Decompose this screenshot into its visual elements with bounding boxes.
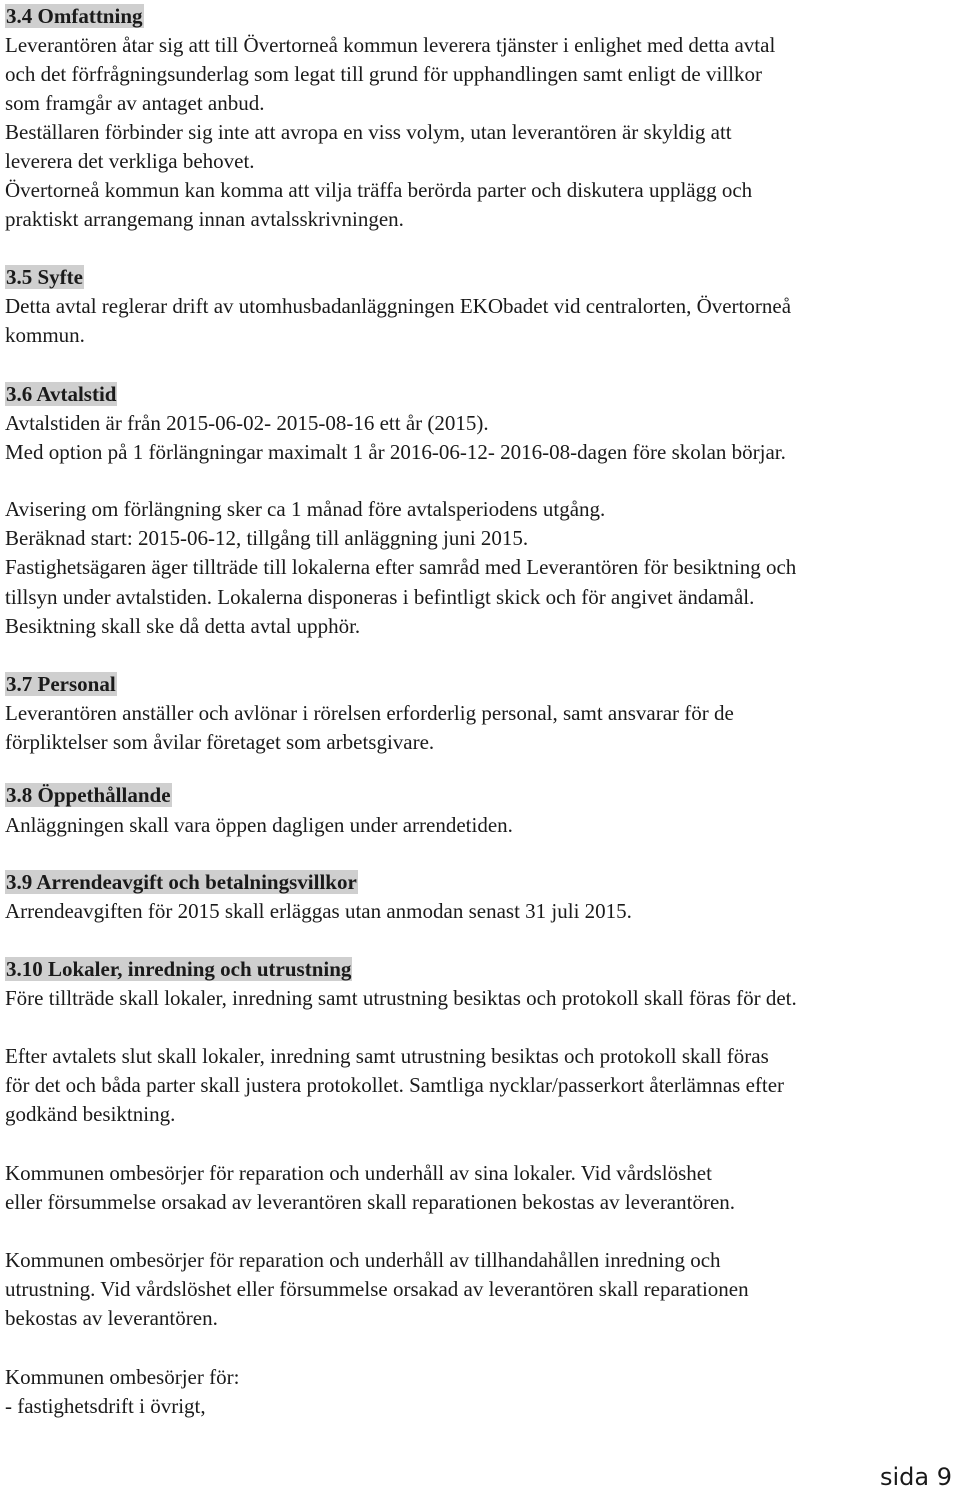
paragraph-line: Avisering om förlängning sker ca 1 månad före avtalsperiodens utgång.: [5, 497, 606, 521]
paragraph-line: Kommunen ombesörjer för reparation och underhåll av sina lokaler. Vid vårdslöshet: [5, 1161, 712, 1185]
paragraph-line: bekostas av leverantören.: [5, 1306, 218, 1330]
paragraph-line: kommun.: [5, 323, 85, 347]
paragraph-line: Arrendeavgiften för 2015 skall erläggas utan anmodan senast 31 juli 2015.: [5, 899, 632, 923]
heading-3-9: 3.9 Arrendeavgift och betalningsvillkor: [6, 870, 357, 894]
heading-3-4: 3.4 Omfattning: [6, 4, 143, 28]
paragraph-line: Efter avtalets slut skall lokaler, inredning samt utrustning besiktas och protokoll skall föras: [5, 1044, 769, 1068]
paragraph-line: Med option på 1 förlängningar maximalt 1 år 2016-06-12- 2016-08-dagen före skolan börjar.: [5, 440, 786, 464]
paragraph-line: för det och båda parter skall justera protokollet. Samtliga nycklar/passerkort återlämnas efter: [5, 1073, 785, 1097]
paragraph-line: tillsyn under avtalstiden. Lokalerna disponeras i befintligt skick och för angivet ändamål.: [5, 585, 755, 609]
paragraph-line: praktiskt arrangemang innan avtalsskrivningen.: [5, 207, 404, 231]
paragraph-line: Leverantören åtar sig att till Övertorneå kommun leverera tjänster i enlighet med detta avtal: [5, 33, 776, 57]
paragraph-line: och det förfrågningsunderlag som legat till grund för upphandlingen samt enligt de villkor: [5, 62, 762, 86]
paragraph-line: Övertorneå kommun kan komma att vilja träffa berörda parter och diskutera upplägg och: [5, 178, 753, 202]
paragraph-line: Kommunen ombesörjer för:: [5, 1365, 240, 1389]
heading-3-5: 3.5 Syfte: [6, 265, 83, 289]
paragraph-line: eller försummelse orsakad av leverantören skall reparationen bekostas av leverantören.: [5, 1190, 736, 1214]
paragraph-line: godkänd besiktning.: [5, 1102, 176, 1126]
section-heading: [5, 781, 172, 810]
heading-3-6: 3.6 Avtalstid: [6, 382, 117, 406]
section-heading: [5, 955, 352, 984]
paragraph-line: - fastighetsdrift i övrigt,: [5, 1394, 206, 1418]
heading-3-8: 3.8 Öppethållande: [6, 783, 171, 807]
paragraph-line: Fastighetsägaren äger tillträde till lokalerna efter samråd med Leverantören för besiktning och: [5, 555, 797, 579]
paragraph-line: Beställaren förbinder sig inte att avropa en viss volym, utan leverantören är skyldig att: [5, 120, 732, 144]
paragraph-line: Leverantören anställer och avlönar i rörelsen erforderlig personal, samt ansvarar för de: [5, 701, 734, 725]
paragraph-line: Före tillträde skall lokaler, inredning samt utrustning besiktas och protokoll skall föras för det.: [5, 986, 797, 1010]
paragraph-line: förpliktelser som åvilar företaget som arbetsgivare.: [5, 730, 435, 754]
paragraph-line: leverera det verkliga behovet.: [5, 149, 255, 173]
page-number: sida 9: [879, 1463, 952, 1491]
paragraph-line: Detta avtal reglerar drift av utomhusbadanläggningen EKObadet vid centralorten, Övertorneå: [5, 294, 792, 318]
paragraph-line: Anläggningen skall vara öppen dagligen under arrendetiden.: [5, 813, 513, 837]
paragraph-line: Besiktning skall ske då detta avtal upphör.: [5, 614, 361, 638]
heading-3-7: 3.7 Personal: [6, 672, 116, 696]
heading-3-10: 3.10 Lokaler, inredning och utrustning: [6, 957, 352, 981]
section-heading: [5, 263, 84, 292]
paragraph-line: som framgår av antaget anbud.: [5, 91, 265, 115]
section-heading: [5, 670, 117, 699]
paragraph-line: utrustning. Vid vårdslöshet eller försummelse orsakad av leverantören skall reparationen: [5, 1277, 749, 1301]
paragraph-line: Beräknad start: 2015-06-12, tillgång till anläggning juni 2015.: [5, 526, 529, 550]
section-heading: [5, 2, 144, 31]
section-heading: [5, 380, 117, 409]
paragraph-line: Kommunen ombesörjer för reparation och underhåll av tillhandahållen inredning och: [5, 1248, 721, 1272]
section-heading: [5, 868, 358, 897]
paragraph-line: Avtalstiden är från 2015-06-02- 2015-08-16 ett år (2015).: [5, 411, 489, 435]
